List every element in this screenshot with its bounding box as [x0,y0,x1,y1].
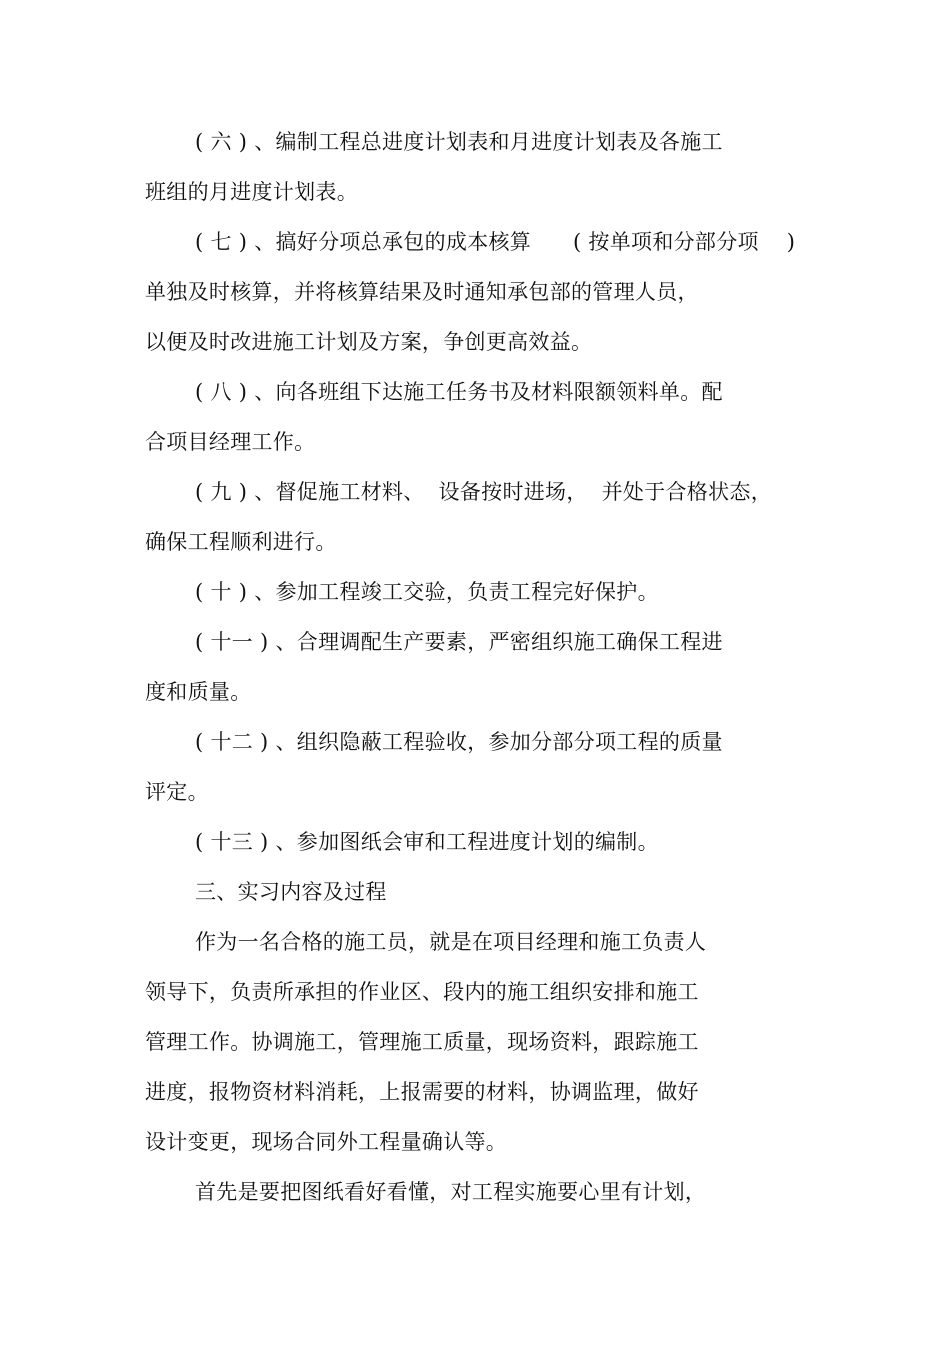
paragraph-line: 首先是要把图纸看好看懂，对工程实施要心里有计划， [195,1180,707,1204]
paragraph-line: 评定。 [145,780,209,804]
paragraph-line: 作为一名合格的施工员，就是在项目经理和施工负责人 [195,930,707,954]
paragraph-line: ( 十二 ) 、组织隐蔽工程验收，参加分部分项工程的质量 [195,730,723,754]
paragraph-line: 设计变更，现场合同外工程量确认等。 [145,1130,508,1154]
paragraph-line: 单独及时核算，并将核算结果及时通知承包部的管理人员， [145,280,699,304]
paragraph-line: ( 七 ) 、搞好分项总承包的成本核算 ( 按单项和分部分项 ) [195,230,796,254]
paragraph-line: 合项目经理工作。 [145,430,316,454]
paragraph-line: ( 六 ) 、编制工程总进度计划表和月进度计划表及各施工 [195,130,723,154]
paragraph-line: 领导下，负责所承担的作业区、段内的施工组织安排和施工 [145,980,699,1004]
paragraph-line: ( 八 ) 、向各班组下达施工任务书及材料限额领料单。配 [195,380,723,404]
section-heading: 三、实习内容及过程 [195,880,387,904]
paragraph-line: 进度，报物资材料消耗，上报需要的材料，协调监理，做好 [145,1080,699,1104]
paragraph-line: 班组的月进度计划表。 [145,180,358,204]
paragraph-line: 度和质量。 [145,680,252,704]
paragraph-line: ( 十 ) 、参加工程竣工交验，负责工程完好保护。 [195,580,659,604]
paragraph-line: 管理工作。协调施工，管理施工质量，现场资料，跟踪施工 [145,1030,699,1054]
paragraph-line: ( 九 ) 、督促施工材料、 设备按时进场， 并处于合格状态， [195,480,773,504]
paragraph-line: ( 十三 ) 、参加图纸会审和工程进度计划的编制。 [195,830,659,854]
paragraph-line: 以便及时改进施工计划及方案，争创更高效益。 [145,330,593,354]
paragraph-line: ( 十一 ) 、合理调配生产要素，严密组织施工确保工程进 [195,630,723,654]
paragraph-line: 确保工程顺利进行。 [145,530,337,554]
